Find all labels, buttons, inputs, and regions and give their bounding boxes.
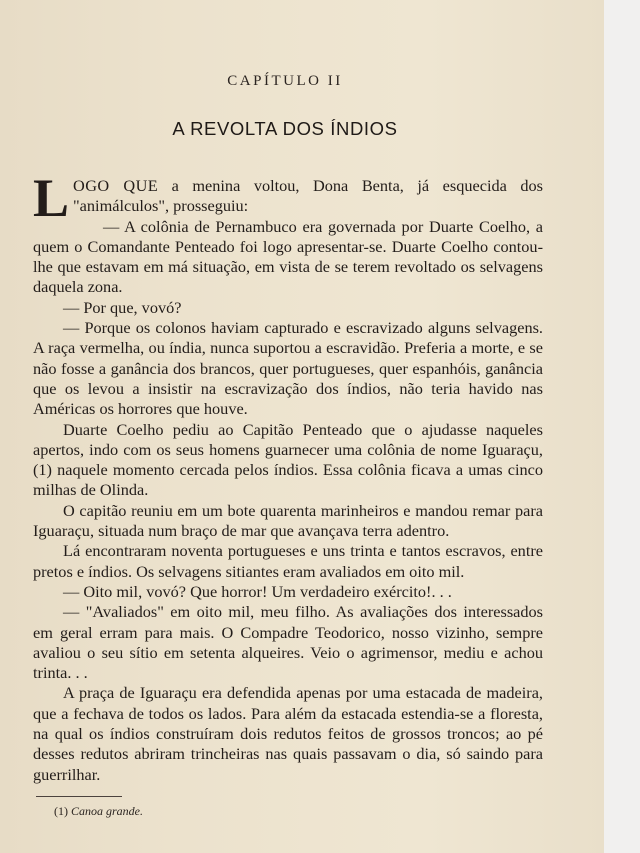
paragraph-9: — "Avaliados" em oito mil, meu filho. As avaliações dos interessados em geral erram para mais. O Compadre Teodorico, nosso vizinho, sempre avaliou o seu sítio em setenta alqueires. Veio o agrimensor, mediu e achou trinta. . . bbox=[33, 602, 543, 683]
paragraph-8: — Oito mil, vovó? Que horror! Um verdadeiro exército!. . . bbox=[63, 581, 452, 601]
footnote bbox=[54, 804, 143, 819]
drop-cap: L bbox=[33, 168, 70, 228]
body-text bbox=[33, 168, 543, 785]
paragraph-4: — Porque os colonos haviam capturado e escravizado alguns selvagens. A raça vermelha, ou índia, nunca suportou a escravidão. Preferia a morte, e se não fosse a ganância dos brancos, quer portugueses, quer espanhóis, ganância que os levou a insistir na escravização dos índios, não teria havido nas Américas os horrores que houve. bbox=[33, 318, 543, 419]
footnote-rule bbox=[36, 796, 122, 797]
paragraph-5: Duarte Coelho pediu ao Capitão Penteado que o ajudasse naqueles apertos, indo com os seus homens guarnecer uma colônia de nome Iguaraçu, (1) naquele momento cercada pelos índios. Essa colônia ficava a umas cinco milhas de Olinda. bbox=[33, 419, 543, 500]
paragraph-1 bbox=[33, 168, 543, 228]
paragraph-7: Lá encontraram noventa portugueses e uns trinta e tantos escravos, entre pretos e índios. Os selvagens sitiantes eram avaliados em oito mil. bbox=[33, 541, 543, 581]
paragraph-6: O capitão reuniu em um bote quarenta marinheiros e mandou remar para Iguaraçu, situada num braço de mar que avançava terra adentro. bbox=[33, 500, 543, 541]
paragraph-3: — Por que, vovó? bbox=[63, 297, 182, 317]
paragraph-10: A praça de Iguaraçu era defendida apenas por uma estacada de madeira, que a fechava de todos os lados. Para além da estacada estendia-se a floresta, na qual os índios construíram dois redutos feitos de grossos troncos; ao pé desses redutos abriram trincheiras nas quais passavam o dia, só saindo para guerrilhar. bbox=[33, 683, 543, 784]
lead-in: OGO QUE bbox=[73, 176, 159, 195]
footnote-marker: (1) bbox=[54, 804, 68, 818]
background-strip bbox=[604, 0, 640, 853]
chapter-heading: CAPÍTULO II bbox=[227, 73, 343, 89]
footnote-text: Canoa grande. bbox=[71, 804, 143, 818]
chapter-title: A REVOLTA DOS ÍNDIOS bbox=[172, 118, 398, 139]
paragraph-2: — A colônia de Pernambuco era governada por Duarte Coelho, a quem o Comandante Penteado foi logo apresentar-se. Duarte Coelho contou-lhe que estavam em má situação, em vista de se terem revoltado os selvagens daquela zona. bbox=[33, 216, 543, 297]
paragraph-1-text: a menina voltou, Dona Benta, já esquecida dos "animálculos", prosseguiu: bbox=[73, 176, 543, 216]
